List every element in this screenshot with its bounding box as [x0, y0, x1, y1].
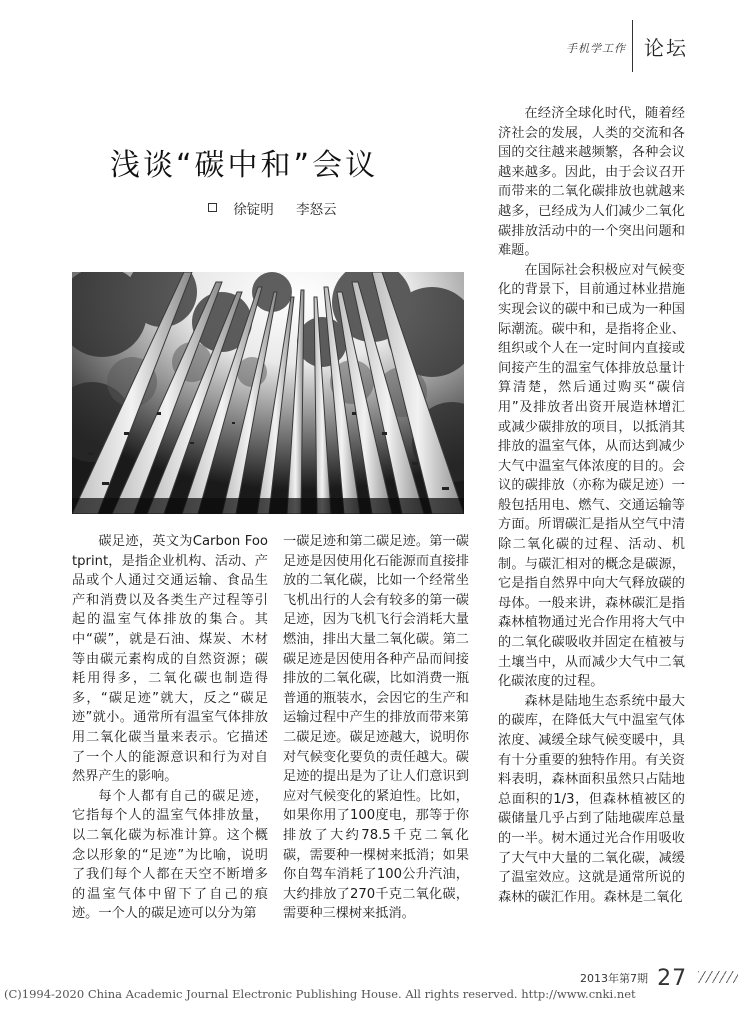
- author-name: 徐锭明: [233, 202, 274, 218]
- article-title: 浅谈“碳中和”会议: [110, 148, 379, 183]
- decorative-hatch-icon: [698, 971, 738, 983]
- byline: [208, 198, 355, 218]
- paragraph: 森林是陆地生态系统中最大的碳库，在降低大气中温室气体浓度、减缓全球气候变暖中，具有十分重要的独特作用。有关资料表明，森林面积虽然只占陆地总面积的1/3，但森林植被区的碳储量几乎占到了陆地碳库总量的一半。树木通过光合作用吸收了大气中大量的二氧化碳，减缓了温室效应。这就是通常所说的森林的碳汇作用。森林是二氧化: [498, 693, 685, 905]
- body-column-2: [283, 532, 469, 924]
- paragraph: 一碳足迹和第二碳足迹。第一碳足迹是因使用化石能源而直接排放的二氧化碳，比如一个经常坐飞机出行的人会有较多的第一碳足迹，因为飞机飞行会消耗大量燃油，排出大量二氧化碳。第二碳足迹是因使用各种产品而间接排放的二氧化碳，比如消费一瓶普通的瓶装水，会因它的生产和运输过程中产生的排放而带来第二碳足迹。碳足迹越大，说明你对气候变化要负的责任越大。碳足迹的提出是为了让人们意识到应对气候变化的紧迫性。比如，如果你用了100度电，那等于你排放了大约78.5千克二氧化碳，需要种一棵树来抵消；如果你自驾车消耗了100公升汽油，大约排放了270千克二氧化碳，需要种三棵树来抵消。: [283, 534, 469, 922]
- body-column-1: [72, 532, 268, 924]
- body-column-3: [498, 104, 685, 907]
- paragraph: 在国际社会积极应对气候变化的背景下，目前通过林业措施实现会议的碳中和已成为一种国际潮流。碳中和，是指将企业、组织或个人在一定时间内直接或间接产生的温室气体排放总量计算清楚，然后通过购买“碳信用”及排放者出资开展造林增汇或减少碳排放的项目，以抵消其排放的温室气体，从而达到减少大气中温室气体浓度的目的。会议的碳排放（亦称为碳足迹）一般包括用电、燃气、交通运输等方面。所谓碳汇是指从空气中清除二氧化碳的过程、活动、机制。与碳汇相对的概念是碳源，它是指自然界中向大气释放碳的母体。一般来讲，森林碳汇是指森林植物通过光合作用将大气中的二氧化碳吸收并固定在植被与土壤当中，从而减少大气中二氧化碳浓度的过程。: [498, 262, 685, 690]
- author-name: 李怒云: [296, 202, 337, 218]
- forest-photo: [72, 272, 464, 514]
- paragraph: 在经济全球化时代，随着经济社会的发展，人类的交流和各国的交往越来越频繁，各种会议越来越多。因此，由于会议召开而带来的二氧化碳排放也就越来越多，已经成为人们减少二氧化碳排放活动中的一个突出问题和难题。: [498, 106, 685, 259]
- paragraph: 碳足迹，英文为Carbon Footprint，是指企业机构、活动、产品或个人通过交通运输、食品生产和消费以及各类生产过程等引起的温室气体排放的集合。其中“碳”，就是石油、煤炭、木材等由碳元素构成的自然资源；碳耗用得多，二氧化碳也制造得多，“碳足迹”就大，反之“碳足迹”就小。通常所有温室气体排放用二氧化碳当量来表示。它描述了一个人的能源意识和行为对自然界产生的影响。: [72, 534, 268, 785]
- masthead-divider: [632, 20, 633, 72]
- copyright-notice: (C)1994-2020 China Academic Journal Electronic Publishing House. All rights reserved. http://www.cnki.net: [4, 987, 636, 1001]
- section-title: 论坛: [644, 36, 688, 60]
- forest-illustration: [72, 272, 464, 514]
- journal-logo: 手机学工作: [566, 42, 626, 55]
- paragraph: 每个人都有自己的碳足迹，它指每个人的温室气体排放量，以二氧化碳为标准计算。这个概念以形象的“足迹”为比喻，说明了我们每个人都在天空不断增多的温室气体中留下了自己的痕迹。一个人的碳足迹可以分为第: [72, 788, 268, 922]
- issue-label: 2013年第7期: [580, 972, 648, 985]
- byline-marker-icon: [208, 203, 217, 212]
- page-number: 27: [657, 966, 688, 991]
